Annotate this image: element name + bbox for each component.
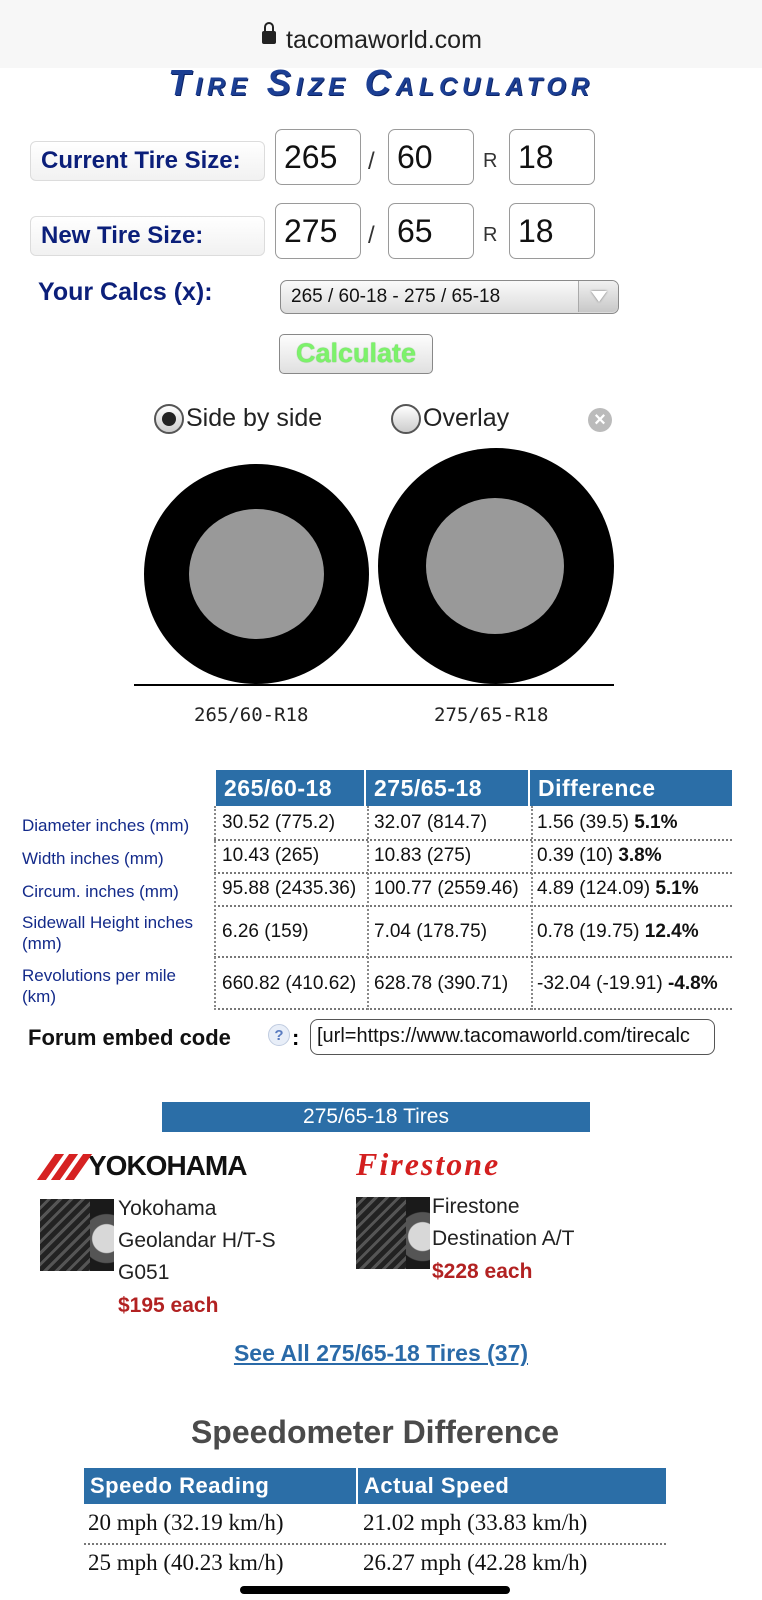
speedo-header-reading: Speedo Reading bbox=[84, 1468, 356, 1504]
cell-diameter-current: 30.52 (775.2) bbox=[222, 812, 336, 833]
overlay-radio[interactable] bbox=[391, 404, 421, 434]
new-slash: / bbox=[368, 222, 375, 249]
speedo-row-divider bbox=[84, 1543, 666, 1545]
cell-sidewall-new: 7.04 (178.75) bbox=[374, 921, 488, 942]
new-aspect-input[interactable]: 65 bbox=[388, 203, 474, 259]
firestone-logo[interactable]: Firestone bbox=[356, 1146, 501, 1182]
calcs-selected-value: 265 / 60-18 - 275 / 65-18 bbox=[291, 286, 501, 307]
current-aspect-input[interactable]: 60 bbox=[388, 129, 474, 185]
speedo-actual-cell: 21.02 mph (33.83 km/h) bbox=[363, 1510, 588, 1535]
cell-sidewall-current: 6.26 (159) bbox=[222, 921, 309, 942]
current-tire-caption: 265/60-R18 bbox=[194, 704, 309, 726]
cell-sidewall-diff: 0.78 (19.75) 12.4% bbox=[537, 921, 699, 942]
firestone-tire-image[interactable] bbox=[356, 1197, 430, 1269]
current-slash: / bbox=[368, 148, 375, 175]
col-header-current: 265/60-18 bbox=[216, 770, 364, 806]
row-divider bbox=[214, 1008, 732, 1010]
firestone-product-name[interactable]: Firestone Destination A/T bbox=[432, 1195, 575, 1250]
new-tire-label: New Tire Size: bbox=[30, 216, 265, 256]
cell-revs-new: 628.78 (390.71) bbox=[374, 973, 509, 994]
yokohama-tire-image[interactable] bbox=[40, 1199, 114, 1271]
tires-heading: 275/65-18 Tires bbox=[162, 1102, 590, 1132]
row-divider bbox=[214, 905, 732, 907]
current-wheel-shape bbox=[189, 509, 324, 639]
calcs-label: Your Calcs (x): bbox=[38, 278, 213, 306]
yokohama-product-name[interactable]: Yokohama Geolandar H/T-S G051 bbox=[118, 1197, 276, 1284]
row-label-sidewall: Sidewall Height inches (mm) bbox=[22, 913, 194, 953]
current-rim-input[interactable]: 18 bbox=[509, 129, 595, 185]
speedo-actual-cell: 26.27 mph (42.28 km/h) bbox=[363, 1550, 588, 1575]
calculate-button[interactable]: Calculate bbox=[279, 334, 433, 374]
row-label-revolutions: Revolutions per mile (km) bbox=[22, 966, 177, 1006]
tire-diagram bbox=[134, 444, 620, 744]
current-tire-label: Current Tire Size: bbox=[30, 141, 265, 181]
col-header-new: 275/65-18 bbox=[366, 770, 528, 806]
new-wheel-shape bbox=[426, 498, 564, 634]
side-by-side-radio[interactable] bbox=[154, 404, 184, 434]
cell-revs-diff: -32.04 (-19.91) -4.8% bbox=[537, 973, 718, 994]
lock-icon bbox=[262, 31, 276, 44]
current-r: R bbox=[483, 150, 498, 172]
col-header-difference: Difference bbox=[530, 770, 732, 806]
cell-diameter-diff: 1.56 (39.5) 5.1% bbox=[537, 812, 678, 833]
url-text: tacomaworld.com bbox=[286, 26, 482, 54]
cell-width-new: 10.83 (275) bbox=[374, 845, 472, 866]
overlay-label[interactable]: Overlay bbox=[423, 404, 510, 432]
calcs-select[interactable] bbox=[280, 280, 619, 314]
row-label-width: Width inches (mm) bbox=[22, 849, 164, 868]
cell-circ-current: 95.88 (2435.36) bbox=[222, 878, 357, 899]
row-divider bbox=[214, 872, 732, 874]
see-all-tires-link[interactable]: See All 275/65-18 Tires (37) bbox=[233, 1340, 529, 1366]
speedo-reading-cell: 20 mph (32.19 km/h) bbox=[88, 1510, 284, 1535]
row-divider bbox=[214, 956, 732, 958]
row-divider bbox=[214, 839, 732, 841]
column-divider bbox=[531, 806, 533, 1010]
new-rim-input[interactable]: 18 bbox=[509, 203, 595, 259]
embed-colon: : bbox=[292, 1025, 300, 1050]
close-icon[interactable]: × bbox=[588, 408, 612, 432]
column-divider bbox=[367, 806, 369, 1010]
chevron-down-icon[interactable] bbox=[578, 281, 618, 312]
embed-label: Forum embed code bbox=[28, 1025, 231, 1050]
cell-diameter-new: 32.07 (814.7) bbox=[374, 812, 488, 833]
ground-line bbox=[134, 684, 614, 686]
cell-revs-current: 660.82 (410.62) bbox=[222, 973, 357, 994]
cell-circ-new: 100.77 (2559.46) bbox=[374, 878, 519, 899]
cell-circ-diff: 4.89 (124.09) 5.1% bbox=[537, 878, 699, 899]
browser-url-bar[interactable] bbox=[0, 0, 762, 68]
help-icon[interactable]: ? bbox=[268, 1024, 290, 1046]
page-title: Tire Size Calculator bbox=[168, 62, 594, 103]
new-r: R bbox=[483, 224, 498, 246]
new-tire-caption: 275/65-R18 bbox=[434, 704, 549, 726]
speedo-header-actual: Actual Speed bbox=[358, 1468, 666, 1504]
row-label-diameter: Diameter inches (mm) bbox=[22, 816, 190, 835]
column-divider bbox=[214, 806, 216, 1010]
speedo-reading-cell: 25 mph (40.23 km/h) bbox=[88, 1550, 284, 1575]
yokohama-mark-icon bbox=[40, 1152, 88, 1180]
new-width-input[interactable]: 275 bbox=[275, 203, 361, 259]
yokohama-logo[interactable]: YOKOHAMA bbox=[40, 1148, 246, 1184]
cell-width-diff: 0.39 (10) 3.8% bbox=[537, 845, 662, 866]
cell-width-current: 10.43 (265) bbox=[222, 845, 320, 866]
speedometer-title: Speedometer Difference bbox=[190, 1414, 560, 1450]
embed-code-input[interactable]: [url=https://www.tacomaworld.com/tirecalc bbox=[310, 1019, 715, 1055]
current-width-input[interactable]: 265 bbox=[275, 129, 361, 185]
yokohama-price: $195 each bbox=[118, 1294, 219, 1317]
side-by-side-label[interactable]: Side by side bbox=[186, 404, 323, 432]
row-label-circumference: Circum. inches (mm) bbox=[22, 882, 179, 901]
home-indicator[interactable] bbox=[240, 1586, 510, 1594]
firestone-price: $228 each bbox=[432, 1260, 533, 1283]
